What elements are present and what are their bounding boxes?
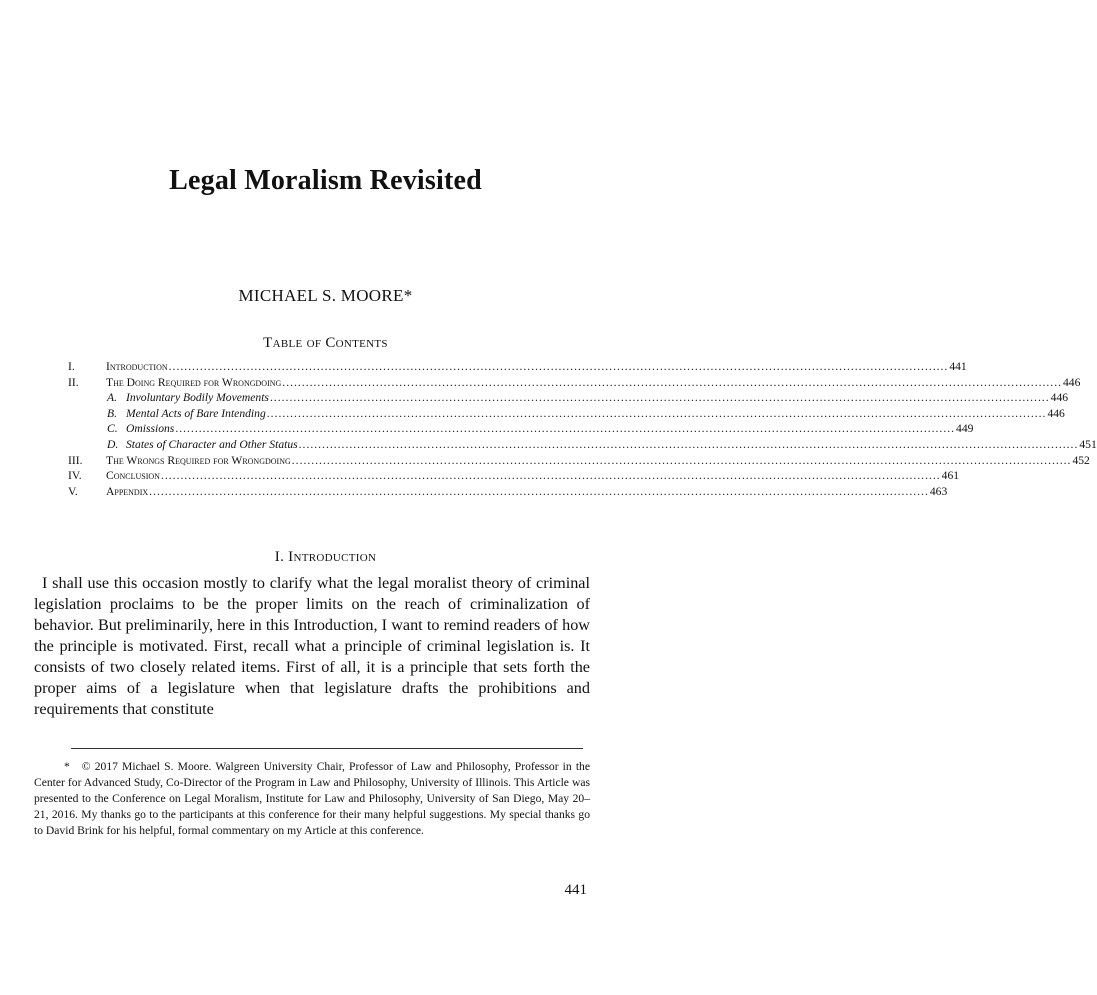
toc-entry-label: Introduction: [106, 360, 168, 373]
toc-leader-dots: ........................................................................................................................................................................................................: [149, 484, 929, 498]
toc-entry-label: Conclusion: [106, 469, 160, 483]
toc-entry-page: 446: [1050, 391, 1069, 405]
toc-entry-label: Appendix: [106, 484, 149, 498]
section-heading: I. Introduction: [274, 549, 377, 565]
toc-entry-page: 451: [1079, 437, 1097, 451]
toc-entry-label: Omissions: [126, 422, 175, 436]
toc-entry: [68, 359, 967, 375]
toc-entry: [68, 406, 1065, 422]
toc-leader-dots: ........................................................................................................................................................................................................: [266, 406, 1047, 420]
toc-entry-number: D.: [107, 437, 119, 451]
toc-entry-number: I.: [68, 360, 75, 373]
toc-entry-number: V.: [68, 484, 78, 498]
toc-entry: [68, 453, 1090, 469]
toc-entry-number: II.: [68, 375, 79, 389]
toc-entry-number: III.: [68, 453, 83, 467]
article-title: Legal Moralism Revisited: [169, 165, 482, 196]
table-of-contents: [68, 359, 1097, 499]
toc-entry-page: 449: [956, 422, 974, 436]
toc-entry: [68, 390, 1069, 406]
page-number: 441: [564, 882, 587, 898]
toc-leader-dots: ........................................................................................................................................................................................................: [282, 375, 1062, 389]
toc-entry-page: 446: [1062, 375, 1081, 389]
toc-leader-dots: ........................................................................................................................................................................................................: [291, 453, 1072, 467]
toc-entry-label: The Wrongs Required for Wrongdoing: [106, 453, 291, 467]
toc-entry-label: Mental Acts of Bare Intending: [126, 406, 266, 420]
toc-leader-dots: ........................................................................................................................................................................................................: [269, 391, 1050, 405]
toc-entry-label: States of Character and Other Status: [126, 437, 298, 451]
toc-entry-label: Involuntary Bodily Movements: [126, 391, 269, 405]
footnote-text: © 2017 Michael S. Moore. Walgreen University Chair, Professor of Law and Philosophy, Professor in the Center for Advanced Study, Co-Director of the Program in Law and Philosophy, University of Illinois. This Article was presented to the Conference on Legal Moralism, Institute for Law and Philosophy, University of San Diego, May 20–21, 2016. My thanks go to the participants at this conference for their many helpful suggestions. My special thanks go to David Brink for his helpful, formal commentary on my Article at this conference.: [34, 760, 590, 837]
toc-entry: [68, 421, 974, 437]
toc-entry-page: 446: [1047, 406, 1065, 420]
toc-entry-page: 441: [949, 360, 967, 373]
toc-entry: [68, 375, 1081, 391]
toc-entry-number: C.: [107, 422, 118, 436]
toc-entry: [68, 468, 960, 484]
toc-heading: Table of Contents: [263, 335, 388, 351]
footnote-marker: *: [64, 760, 70, 773]
body-paragraph: I shall use this occasion mostly to clarify what the legal moralist theory of criminal legislation proclaims to be the proper limits on the reach of criminalization of behavior. But preliminarily, here in this Introduction, I want to remind readers of how the principle is motivated. First, recall what a principle of criminal legislation is. It consists of two closely related items. First of all, it is a principle that sets forth the proper aims of a legislature when that legislature drafts the prohibitions and requirements that constitute: [34, 574, 590, 718]
toc-entry-label: The Doing Required for Wrongdoing: [106, 375, 282, 389]
toc-entry: [68, 484, 948, 500]
toc-leader-dots: ........................................................................................................................................................................................................: [175, 422, 956, 436]
toc-leader-dots: ........................................................................................................................................................................................................: [168, 360, 949, 373]
toc-leader-dots: ........................................................................................................................................................................................................: [298, 437, 1079, 451]
footnote-divider: [71, 748, 583, 749]
toc-entry-number: IV.: [68, 469, 82, 483]
toc-entry-page: 463: [929, 484, 948, 498]
toc-entry: [68, 437, 1097, 453]
toc-entry-number: B.: [107, 406, 117, 420]
author-name: MICHAEL S. MOORE*: [238, 286, 413, 305]
toc-entry-number: A.: [107, 391, 117, 405]
footnote: [34, 759, 590, 839]
toc-leader-dots: ........................................................................................................................................................................................................: [160, 469, 941, 483]
toc-entry-page: 461: [941, 469, 960, 483]
toc-entry-page: 452: [1072, 453, 1090, 467]
